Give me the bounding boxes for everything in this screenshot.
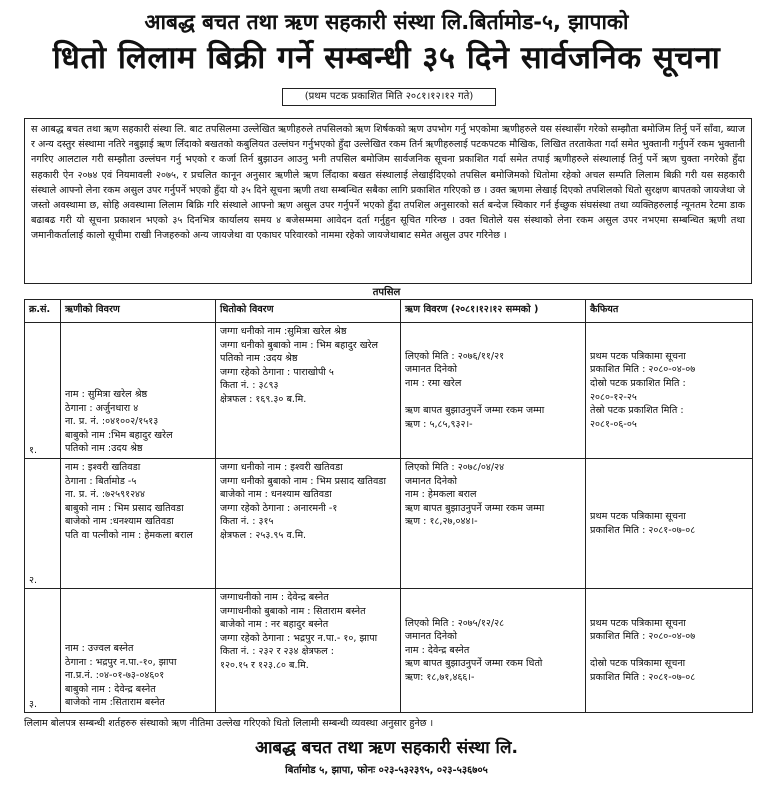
notice-body: स आबद्ध बचत तथा ऋण सहकारी संस्था लि. बाट तपसिलमा उल्लेखित ऋणीहरुले तपसिलको ऋण शिर्षकको ऋण उपभोग गर्नु भएकोमा ऋणीहरुले यस संस्थासँग गरेको सम्झौता बमोजिम तिर्नु पर्ने साँवा, ब्याज र अन्य दस्तुर संस्थामा नतिरे नबुझाई ऋण लिँदाको बखतको कबुलियत उल्लंघन गर्नुभएको हुँदा उल्लेखित रकम तिर्न ऋणीहरुलाई पटकपटक मौखिक, लिखित तरताकेता गर्दा समेत भुक्तानी गर्नुपर्ने रकम भुक्तानी नगरिए आलटाल गरी सम्झौता उल्लंघन गर्नु भएको र कर्जा तिर्न बुझाउन आउनु भनी तपसिल बमोजिम सार्वजनिक सूचना प्रकाशित गर्दा समेत तपाई ऋणीहरुले संस्थालाई तिर्नु पर्ने ऋण चुक्ता नगरेको हुँदा सहकारी ऐन २०७४ एवं नियमावली २०७५, र प्रचलित कानून अनुसार ऋणीले ऋण लिँदाका बखत संस्थालाई लेखाईदिएको तपसिल बमोजिमको धितोमा रहेको अचल सम्पति लिलाम बिक्री गरी यस सहकारी संस्थाले आफ्नो लेना रकम असुल उपर गर्नुपर्ने भएको हुँदा यो ३५ दिने सूचना ऋणी तथा सम्बन्धित सबैका लागि प्रकाशित गरिएको छ । उक्त ऋणमा लेखाई दिएको तपशिलको धितो सुरक्षण बापतको जायजेथा जे जस्तो अवस्थामा छ, सोहि अवस्थामा लिलाम बिक्रि गरि संस्थाले आफ्नो ऋण असुल उपर गर्नुपर्ने भएको हुँदा तपशिल अनुसारको सर्त बन्देज स्विकार गर्न ईच्छुक संघसंस्था तथा व्यक्तिहरुलाई न्यूनतम रेटमा डाक बढाबढ गरी यो सूचना प्रकाशन भएको ३५ दिनभित्र कार्यालय समय ४ बजेसम्ममा आवेदन दर्ता गर्नुहुन सूचित गरिन्छ । उक्त धितोले यस संस्थाको लेना रकम असुल उपर नभएमा सम्बन्धित ऋणी तथा जमानीकर्तालाई कालो सूचीमा राखी निजहरुको अन्य जायजेथा वा एकाघर परिवारको नाममा रहेको जायजेथाबाट समेत असुल उपर गरिनेछ ।	[24, 118, 752, 284]
footer-org-name: आबद्ध बचत तथा ऋण सहकारी संस्था लि.	[255, 738, 518, 758]
details-table	[24, 299, 753, 713]
borrower-details: नाम : सुमित्रा खरेल श्रेष्ठ ठेगाना : अर्जुनधारा ४ ना. प्र. नं. :०४१००२/१५१३ बाबुको नाम :भिम बहादुर खरेल पतिको नाम :उदय श्रेष्ठ	[65, 389, 173, 455]
table-row	[25, 323, 753, 459]
notice-title: धितो लिलाम बिक्री गर्ने सम्बन्धी ३५ दिने सार्वजनिक सूचना	[52, 40, 721, 76]
col-header-borrower: ऋणीको विवरण	[61, 300, 216, 323]
auction-terms-note: लिलाम बोलपत्र सम्बन्धी शर्तहरुरु संस्थाको ऋण नीतिमा उल्लेख गरिएको धितो लिलामी सम्बन्धी व्यवस्था अनुसार हुनेछ ।	[24, 718, 434, 729]
footer-contact: बिर्तामोड ५, झापा, फोनः ०२३-५३२३९५, ०२३-५३६७०५	[285, 765, 488, 776]
borrower-details: नाम : उज्वल बस्नेत ठेगाना : भद्रपुर न.पा.-१०, झापा ना.प्र.नं. :०४-०१-७३-०४६०१ बाबुको नाम : देवेन्द्र बस्नेत बाजेको नाम :सिताराम बस्नेत	[65, 643, 177, 709]
col-header-sn: क्र.सं.	[25, 300, 61, 323]
row-sn: ३.	[25, 589, 61, 713]
collateral-details: जग्गा धनीको नाम : इश्वरी खतिवडा जग्गा धनीको बुबाको नाम : भिम प्रसाद खतिवडा बाजेको नाम : धनश्याम खतिवडा जग्गा रहेको ठेगाना : अनारमनी -१ किता नं. : ३१५ क्षेत्रफल : २५३.९५ व.मि.	[220, 462, 386, 541]
remarks: प्रथम पटक पत्रिकामा सूचना प्रकाशित मिति : २०८१-०७-०८	[590, 510, 696, 536]
collateral-details: जग्गाधनीको नाम : देवेन्द्र बस्नेत जग्गाधनीको बुबाको नाम : सिताराम बस्नेत बाजेको नाम : नर बहादुर बस्नेत जग्गा रहेको ठेगाना : भद्रपुर न.पा.- १०, झापा किता नं. : २३२ र २३४ क्षेत्रफल : १२०.१५ र १२३.८० ब.मि.	[220, 592, 378, 671]
col-header-collateral: धितोको विवरण	[216, 300, 401, 323]
table-row	[25, 459, 753, 589]
borrower-details: नाम : इश्वरी खतिवडा ठेगाना : बिर्तामोड -५ ना. प्र. नं. :७२५९१२४४ बाबुको नाम : भिम प्रसाद खतिवडा बाजेको नाम :धनश्याम खतिवडा पति वा पत्नीको नाम : हेमकला बराल	[65, 462, 193, 541]
org-heading: आबद्ध बचत तथा ऋण सहकारी संस्था लि.बिर्तामोड-५, झापाको	[144, 10, 629, 34]
row-sn: २.	[25, 459, 61, 589]
loan-details: लिएको मिति : २०७८/०४/२४ जमानत दिनेको नाम : हेमकला बराल ऋण बापत बुझाउनुपर्ने जम्मा रकम जम्मा ऋण : १८,२७,०४४।-	[405, 462, 545, 528]
table-title: तपसिल	[372, 287, 401, 298]
table-header-row	[25, 300, 753, 323]
loan-details: लिएको मिति : २०७५/१२/२८ जमानत दिनेको नाम : देवेन्द्र बस्नेत ऋण बापत बुझाउनुपर्ने जम्मा रकम धितो ऋण: १८,७१,४६६।-	[405, 617, 543, 683]
row-sn: १.	[25, 323, 61, 459]
remarks: प्रथम पटक पत्रिकामा सूचना प्रकाशित मिति : २०८०-०४-०७ दोस्रो पटक पत्रिकामा सूचना प्रकाशित मिति : २०८१-०७-०८	[590, 617, 696, 683]
col-header-remarks: कैफियत	[586, 300, 753, 323]
col-header-loan: ऋण विवरण (२०८१।१२।१२ सम्मको )	[401, 300, 586, 323]
remarks: प्रथम पटक पत्रिकामा सूचना प्रकाशित मिति : २०८०-०४-०७ दोस्रो पटक प्रकाशित मिति : २०८०-१२-२५ तेस्रो पटक प्रकाशित मिति : २०८१-०६-०५	[590, 350, 696, 430]
collateral-details: जग्गा धनीको नाम :सुमित्रा खरेल श्रेष्ठ जग्गा धनीको बुबाको नाम : भिम बहादुर खरेल पतिको नाम :उदय श्रेष्ठ जग्गा रहेको ठेगाना : पाराखोपी ५ किता नं. : ३८९३ क्षेत्रफल : १६९.३० ब.मि.	[220, 326, 378, 405]
publish-date-subtitle: (प्रथम पटक प्रकाशित मिति २०८१।१२।१२ गते)	[282, 88, 496, 106]
loan-details: लिएको मिति : २०७६/११/२१ जमानत दिनेको नाम : रमा खरेल ऋण बापत बुझाउनुपर्ने जम्मा रकम जम्मा ऋण : ५,८५,९३२।-	[405, 350, 545, 430]
table-row	[25, 589, 753, 713]
